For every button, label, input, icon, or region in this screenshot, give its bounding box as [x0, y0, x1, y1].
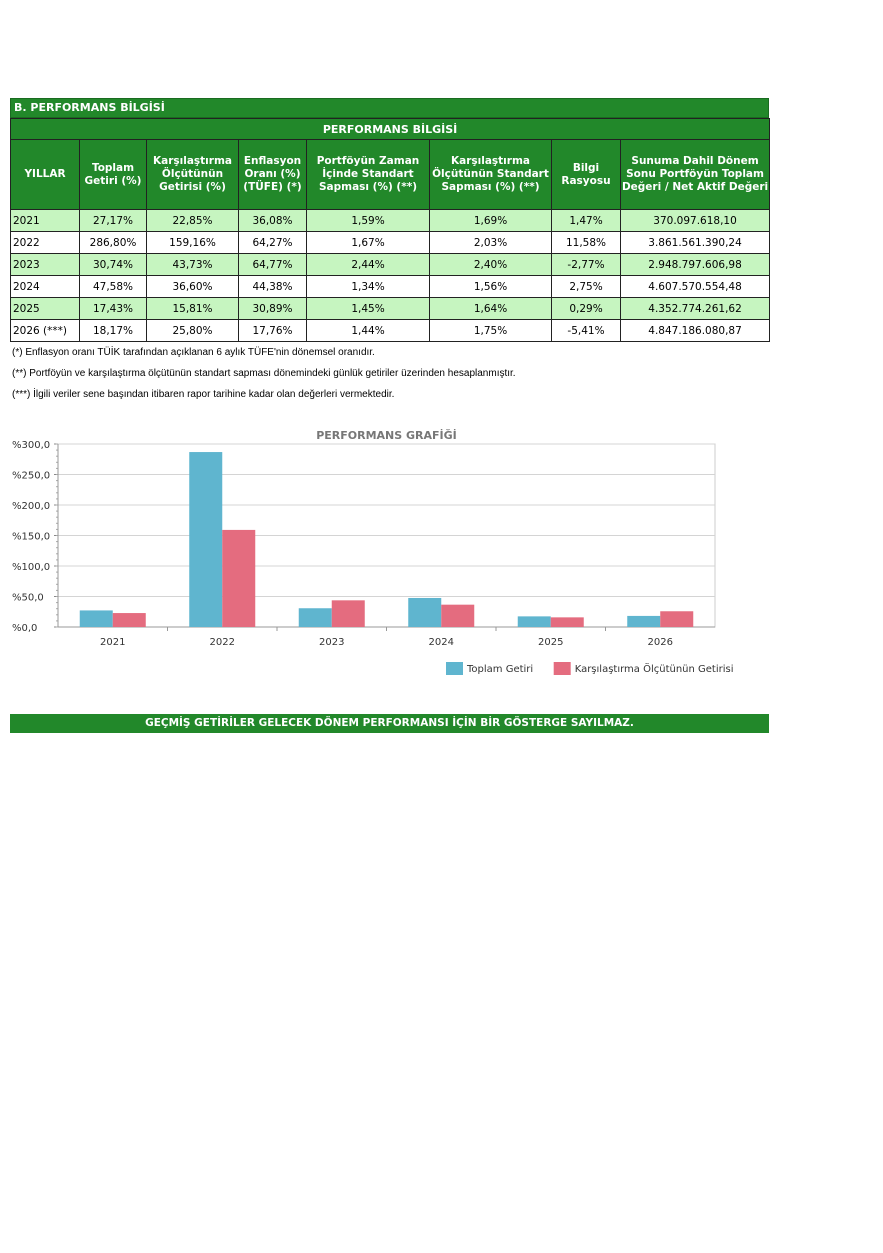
value-cell: 4.607.570.554,48	[621, 276, 770, 298]
year-cell: 2024	[11, 276, 80, 298]
header-years: YILLAR	[11, 140, 80, 210]
bar-total-return-2025	[518, 616, 551, 627]
table-row	[11, 298, 770, 320]
table-row	[11, 254, 770, 276]
x-tick-label: 2023	[319, 637, 345, 648]
year-cell: 2025	[11, 298, 80, 320]
header-total-return: Toplam Getiri (%)	[80, 140, 147, 210]
y-tick-label: %250,0	[12, 470, 51, 482]
year-cell: 2023	[11, 254, 80, 276]
year-cell: 2021	[11, 210, 80, 232]
value-cell: 11,58%	[552, 232, 621, 254]
value-cell: 0,29%	[552, 298, 621, 320]
bar-total-return-2021	[80, 610, 113, 627]
value-cell: 43,73%	[147, 254, 239, 276]
value-cell: 1,34%	[307, 276, 430, 298]
chart-title: PERFORMANS GRAFİĞİ	[316, 429, 457, 442]
value-cell: 1,56%	[430, 276, 552, 298]
header-benchmark-return: Karşılaştırma Ölçütünün Getirisi (%)	[147, 140, 239, 210]
header-benchmark-std: Karşılaştırma Ölçütünün Standart Sapması (%) (**)	[430, 140, 552, 210]
bar-benchmark-2022	[222, 530, 255, 627]
value-cell: 1,44%	[307, 320, 430, 342]
value-cell: 2,44%	[307, 254, 430, 276]
performance-table	[10, 118, 770, 342]
value-cell: 4.352.774.261,62	[621, 298, 770, 320]
legend-swatch	[446, 662, 463, 675]
x-tick-label: 2024	[428, 637, 454, 648]
footnote-period: (***) İlgili veriler sene başından itibaren rapor tarihine kadar olan değerleri vermektedir.	[12, 389, 395, 400]
table-row	[11, 276, 770, 298]
x-tick-label: 2025	[538, 637, 564, 648]
footnote-inflation: (*) Enflasyon oranı TÜİK tarafından açıklanan 6 aylık TÜFE'nin dönemsel oranıdır.	[12, 347, 375, 358]
value-cell: 17,43%	[80, 298, 147, 320]
table-row	[11, 210, 770, 232]
value-cell: 30,89%	[239, 298, 307, 320]
value-cell: 25,80%	[147, 320, 239, 342]
legend-swatch	[554, 662, 571, 675]
value-cell: 1,47%	[552, 210, 621, 232]
footnotes	[12, 344, 516, 407]
value-cell: 1,45%	[307, 298, 430, 320]
value-cell: 36,08%	[239, 210, 307, 232]
bar-total-return-2022	[189, 452, 222, 627]
section-title: B. PERFORMANS BİLGİSİ	[10, 98, 769, 118]
table-row	[11, 320, 770, 342]
table-caption: PERFORMANS BİLGİSİ	[11, 119, 770, 140]
value-cell: 1,69%	[430, 210, 552, 232]
x-tick-label: 2021	[100, 637, 126, 648]
header-info-ratio: Bilgi Rasyosu	[552, 140, 621, 210]
value-cell: 22,85%	[147, 210, 239, 232]
value-cell: 30,74%	[80, 254, 147, 276]
value-cell: 370.097.618,10	[621, 210, 770, 232]
y-tick-label: %100,0	[12, 562, 51, 573]
value-cell: 1,64%	[430, 298, 552, 320]
value-cell: 36,60%	[147, 276, 239, 298]
header-net-asset-value: Sunuma Dahil Dönem Sonu Portföyün Toplam Değeri / Net Aktif Değeri	[621, 140, 770, 210]
chart-svg	[0, 420, 760, 690]
value-cell: 159,16%	[147, 232, 239, 254]
disclaimer-bar: GEÇMİŞ GETİRİLER GELECEK DÖNEM PERFORMANSI İÇİN BİR GÖSTERGE SAYILMAZ.	[10, 714, 769, 733]
y-tick-label: %0,0	[12, 623, 38, 634]
performance-chart	[0, 420, 760, 690]
value-cell: 1,75%	[430, 320, 552, 342]
value-cell: 17,76%	[239, 320, 307, 342]
value-cell: 2,03%	[430, 232, 552, 254]
bar-benchmark-2026	[660, 611, 693, 627]
value-cell: 2,40%	[430, 254, 552, 276]
y-tick-label: %150,0	[12, 531, 51, 543]
value-cell: -5,41%	[552, 320, 621, 342]
legend-label: Karşılaştırma Ölçütünün Getirisi	[574, 664, 734, 675]
value-cell: 64,77%	[239, 254, 307, 276]
value-cell: 4.847.186.080,87	[621, 320, 770, 342]
value-cell: 1,67%	[307, 232, 430, 254]
value-cell: 15,81%	[147, 298, 239, 320]
header-portfolio-std: Portföyün Zaman İçinde Standart Sapması (%) (**)	[307, 140, 430, 210]
table-row	[11, 232, 770, 254]
legend-label: Toplam Getiri	[467, 664, 534, 675]
bar-total-return-2026	[627, 616, 660, 627]
value-cell: 18,17%	[80, 320, 147, 342]
bar-benchmark-2025	[551, 617, 584, 627]
y-tick-label: %50,0	[12, 592, 44, 604]
footnote-std-dev: (**) Portföyün ve karşılaştırma ölçütünün standart sapması dönemindeki günlük getiriler üzerinden hesaplanmıştır.	[12, 368, 516, 379]
bar-total-return-2023	[299, 608, 332, 627]
bar-benchmark-2024	[441, 605, 474, 627]
y-tick-label: %200,0	[12, 501, 51, 512]
bar-benchmark-2023	[332, 600, 365, 627]
value-cell: 2.948.797.606,98	[621, 254, 770, 276]
y-tick-label: %300,0	[12, 440, 51, 451]
value-cell: -2,77%	[552, 254, 621, 276]
x-tick-label: 2026	[647, 637, 673, 648]
value-cell: 1,59%	[307, 210, 430, 232]
bar-benchmark-2021	[113, 613, 146, 627]
value-cell: 286,80%	[80, 232, 147, 254]
value-cell: 44,38%	[239, 276, 307, 298]
x-tick-label: 2022	[209, 637, 235, 648]
value-cell: 27,17%	[80, 210, 147, 232]
value-cell: 47,58%	[80, 276, 147, 298]
value-cell: 64,27%	[239, 232, 307, 254]
header-inflation: Enflasyon Oranı (%) (TÜFE) (*)	[239, 140, 307, 210]
year-cell: 2022	[11, 232, 80, 254]
value-cell: 2,75%	[552, 276, 621, 298]
value-cell: 3.861.561.390,24	[621, 232, 770, 254]
bar-total-return-2024	[408, 598, 441, 627]
year-cell: 2026 (***)	[11, 320, 80, 342]
